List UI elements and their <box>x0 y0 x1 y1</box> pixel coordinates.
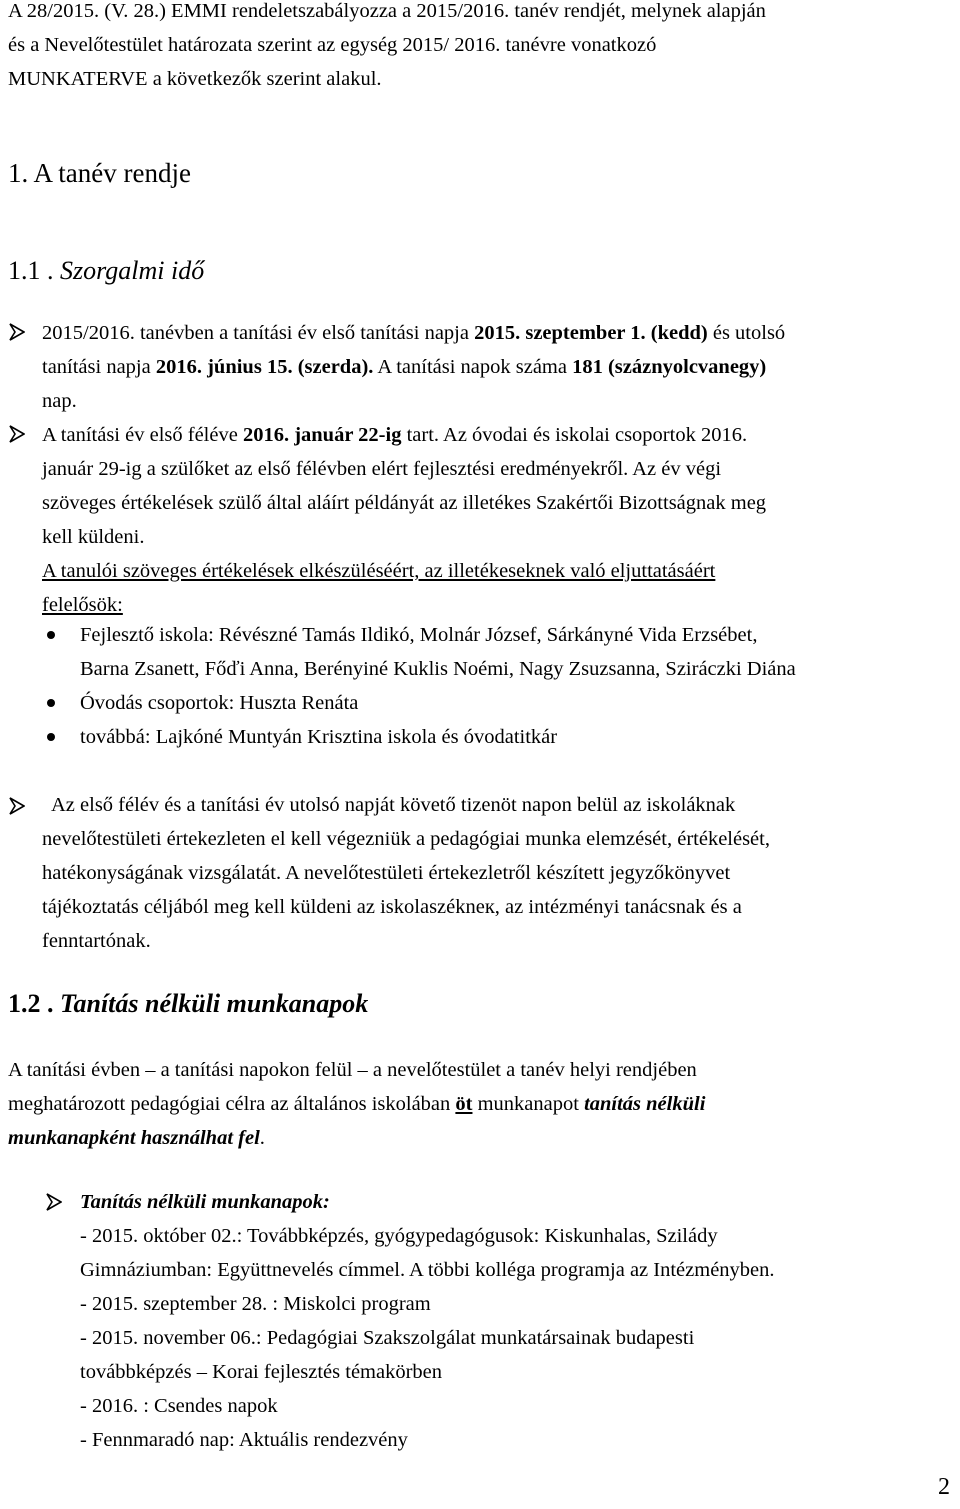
responsible-title-line-2: felelősök: <box>42 594 123 616</box>
workday-list-item-3-line-2: továbbképzés – Korai fejlesztés témakörben <box>80 1361 443 1383</box>
responsible-item-2: Óvodás csoportok: Huszta Renáta <box>80 692 359 714</box>
section-1-2-para-line-1: A tanítási évben – a tanítási napokon felül – a nevelőtestület a tanév helyi rendjében <box>8 1059 697 1081</box>
workday-list-item-4: - 2016. : Csendes napok <box>80 1395 278 1417</box>
section-1-1-title: Szorgalmi idő <box>60 256 205 285</box>
workday-list-item-1-line-1: - 2015. október 02.: Továbbképzés, gyógypedagógusok: Kiskunhalas, Szilády <box>80 1225 718 1247</box>
evaluation-para-line-3: hatékonyságának vizsgálatát. A nevelőtestületi értekezletről készített jegyzőkönyvet <box>42 862 731 884</box>
workday-list-item-3-line-1: - 2015. november 06.: Pedagógiai Szakszolgálat munkatársainak budapesti <box>80 1327 695 1349</box>
evaluation-para-line-2: nevelőtestületi értekezleten el kell végezniük a pedagógiai munka elemzését, értékelését, <box>42 828 770 850</box>
responsible-item-1-line-1: Fejlesztő iskola: Révészné Tamás Ildikó, Molnár József, Sárkányné Vida Erzsébet, <box>80 624 758 646</box>
section-1-2-para-line-3 <box>8 1121 265 1155</box>
arrow-bullet-icon <box>9 425 25 443</box>
section-1-title: 1. A tanév rendje <box>8 158 191 188</box>
section-1-2-heading <box>8 987 368 1021</box>
section-1-2-title: Tanítás nélküli munkanapok <box>60 989 369 1018</box>
bullet-icon <box>47 699 55 707</box>
responsible-item-3: továbbá: Lajkóné Muntyán Krisztina iskola és óvodatitkár <box>80 726 558 748</box>
item-2-line-2: január 29-ig a szülőket az első félévben elért fejlesztési eredményekről. Az év végi <box>42 458 722 480</box>
arrow-bullet-icon <box>9 797 25 815</box>
item-2-line-3: szöveges értékelések szülő által aláírt példányát az illetékes Szakértői Bizottságnak meg <box>42 492 767 514</box>
bullet-icon <box>47 631 55 639</box>
item-1-text-3: tanítási napja <box>42 356 156 378</box>
intro-line-3: MUNKATERVE a következők szerint alakul. <box>8 68 382 90</box>
arrow-bullet-icon <box>46 1193 62 1211</box>
evaluation-para-line-5: fenntartónak. <box>42 930 151 952</box>
workday-list-title: Tanítás nélküli munkanapok: <box>80 1191 330 1213</box>
item-2-line-1 <box>42 418 747 452</box>
item-2-line-4: kell küldeni. <box>42 526 145 548</box>
item-2-text: A tanítási év első féléve <box>42 424 243 446</box>
item-1-line-2 <box>42 350 766 384</box>
para-emphasis-2: munkanapként használhat fel <box>8 1127 260 1149</box>
item-1-line-3: nap. <box>42 390 77 412</box>
intro-line-2: és a Nevelőtestület határozata szerint az egység 2015/ 2016. tanévre vonatkozó <box>8 34 657 56</box>
workday-count: öt <box>455 1093 473 1115</box>
page-number: 2 <box>938 1474 950 1500</box>
para-text: meghatározott pedagógiai célra az általános iskolában <box>8 1093 456 1115</box>
workday-list-item-5: - Fennmaradó nap: Aktuális rendezvény <box>80 1429 408 1451</box>
para-emphasis: tanítás nélküli <box>584 1093 706 1115</box>
responsible-title-line-1: A tanulói szöveges értékelések elkészüléséért, az illetékeseknek való eljuttatásáért <box>42 560 716 582</box>
evaluation-para-line-4: tájékoztatás céljából meg kell küldeni az iskolaszékneк, az intézményi tanácsnak és a <box>42 896 742 918</box>
item-1-day-count: 181 (száznyolcvanegy) <box>572 356 767 378</box>
section-1-2-para-line-2 <box>8 1087 705 1121</box>
para-end: . <box>259 1127 265 1149</box>
para-text-2: munkanapot <box>472 1093 585 1115</box>
section-1-2-number: 1.2 . <box>8 989 60 1018</box>
section-1-1-number: 1.1 . <box>8 256 60 285</box>
arrow-bullet-icon <box>9 323 25 341</box>
item-2-text-2: tart. Az óvodai és iskolai csoportok 2016. <box>401 424 748 446</box>
evaluation-para-line-1: Az első félév és a tanítási év utolsó napját követő tizenöt napon belül az iskoláknak <box>51 794 736 816</box>
item-1-text: 2015/2016. tanévben a tanítási év első tanítási napja <box>42 322 475 344</box>
intro-line-1: A 28/2015. (V. 28.) EMMI rendeletszabályozza a 2015/2016. tanév rendjét, melynek alapján <box>8 0 766 22</box>
item-1-text-4: A tanítási napok száma <box>373 356 573 378</box>
item-1-start-date: 2015. szeptember 1. (kedd) <box>474 322 708 344</box>
section-1-1-heading <box>8 254 204 288</box>
item-1-line-1 <box>42 316 785 350</box>
workday-list-item-1-line-2: Gimnáziumban: Együttnevelés címmel. A többi kolléga programja az Intézményben. <box>80 1259 775 1281</box>
workday-list-item-2: - 2015. szeptember 28. : Miskolci program <box>80 1293 431 1315</box>
bullet-icon <box>47 733 55 741</box>
responsible-item-1-line-2: Barna Zsanett, Főďi Anna, Berényiné Kuklis Noémi, Nagy Zsuzsanna, Sziráczki Diána <box>80 658 796 680</box>
item-2-date: 2016. január 22-ig <box>242 424 402 446</box>
item-1-end-date: 2016. június 15. (szerda). <box>155 356 374 378</box>
item-1-text-2: és utolsó <box>707 322 786 344</box>
